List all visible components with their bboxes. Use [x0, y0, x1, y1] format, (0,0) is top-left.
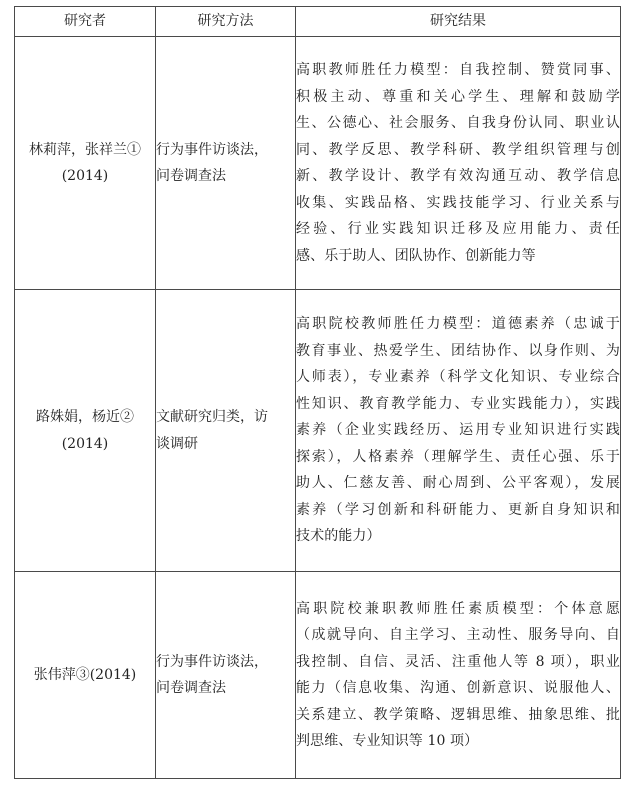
result-line: 人师表），专业素养（科学文化知识、专业综合: [296, 369, 620, 386]
method-line: 谈调研: [156, 435, 198, 452]
result-line: 高职院校兼职教师胜任素质模型：个体意愿: [296, 600, 620, 617]
researcher-line: 张伟萍③(2014): [33, 666, 137, 683]
result-line: 高职教师胜任力模型：自我控制、赞赏同事、: [296, 62, 620, 78]
researcher-cell: [15, 290, 156, 572]
result-line: 素养（学习创新和科研能力、更新自身知识和: [296, 501, 620, 518]
result-line: 关系建立、教学策略、逻辑思维、抽象思维、批: [296, 706, 620, 723]
result-line: 判思维、专业知识等 10 项）: [296, 733, 479, 749]
table-row: [15, 572, 621, 779]
researcher-line: 路姝娟，杨近②: [36, 409, 134, 425]
method-cell: [156, 37, 296, 290]
result-line: 技术的能力）: [296, 528, 381, 545]
result-line: 新、教学设计、教学有效沟通互动、教学信息: [296, 168, 620, 184]
result-line: 我控制、自信、灵活、注重他人等 8 项），职业: [296, 653, 620, 670]
result-line: 收集、实践品格、实践技能学习、行业关系与: [296, 194, 620, 211]
result-line: 高职院校教师胜任力模型：道德素养（忠诚于: [296, 316, 620, 333]
result-cell: [296, 572, 621, 779]
method-line: 问卷调查法: [156, 168, 226, 184]
result-line: （成就导向、自主学习、主动性、服务导向、自: [296, 627, 620, 643]
result-line: 能力（信息收集、沟通、创新意识、说服他人、: [296, 680, 620, 696]
table-row: [15, 290, 621, 572]
result-line: 同、教学反思、教学科研、教学组织管理与创: [296, 141, 620, 158]
result-line: 积极主动、尊重和关心学生、理解和鼓励学: [296, 88, 620, 105]
result-line: 教育事业、热爱学生、团结协作、以身作则、为: [296, 342, 620, 359]
result-line: 生、公德心、社会服务、自我身份认同、职业认: [296, 115, 620, 131]
research-table: [14, 6, 621, 779]
header-row: [15, 7, 621, 37]
result-line: 素养（企业实践经历、运用专业知识进行实践: [296, 422, 620, 439]
header-result: 研究结果: [296, 7, 621, 37]
researcher-cell: [15, 572, 156, 779]
method-cell: [156, 290, 296, 572]
result-cell: [296, 290, 621, 572]
method-line: 问卷调查法: [156, 680, 226, 696]
method-line: 文献研究归类，访: [156, 409, 268, 425]
researcher-line: (2014): [61, 435, 109, 452]
method-line: 行为事件访谈法，: [156, 141, 268, 158]
result-cell: [296, 37, 621, 290]
method-line: 行为事件访谈法，: [156, 653, 268, 670]
result-line: 感、乐于助人、团队协作、创新能力等: [296, 247, 536, 264]
header-researcher: 研究者: [15, 7, 156, 37]
table-row: [15, 37, 621, 290]
researcher-cell: [15, 37, 156, 290]
result-line: 性知识、教育教学能力、专业实践能力），实践: [296, 395, 620, 412]
result-line: 经验、行业实践知识迁移及应用能力、责任: [296, 221, 620, 237]
method-cell: [156, 572, 296, 779]
result-line: 探索），人格素养（理解学生、责任心强、乐于: [296, 448, 620, 465]
header-method: 研究方法: [156, 7, 296, 37]
researcher-line: (2014): [61, 168, 109, 184]
researcher-line: 林莉萍，张祥兰①: [29, 141, 141, 158]
result-line: 助人、仁慈友善、耐心周到、公平客观），发展: [296, 475, 620, 492]
